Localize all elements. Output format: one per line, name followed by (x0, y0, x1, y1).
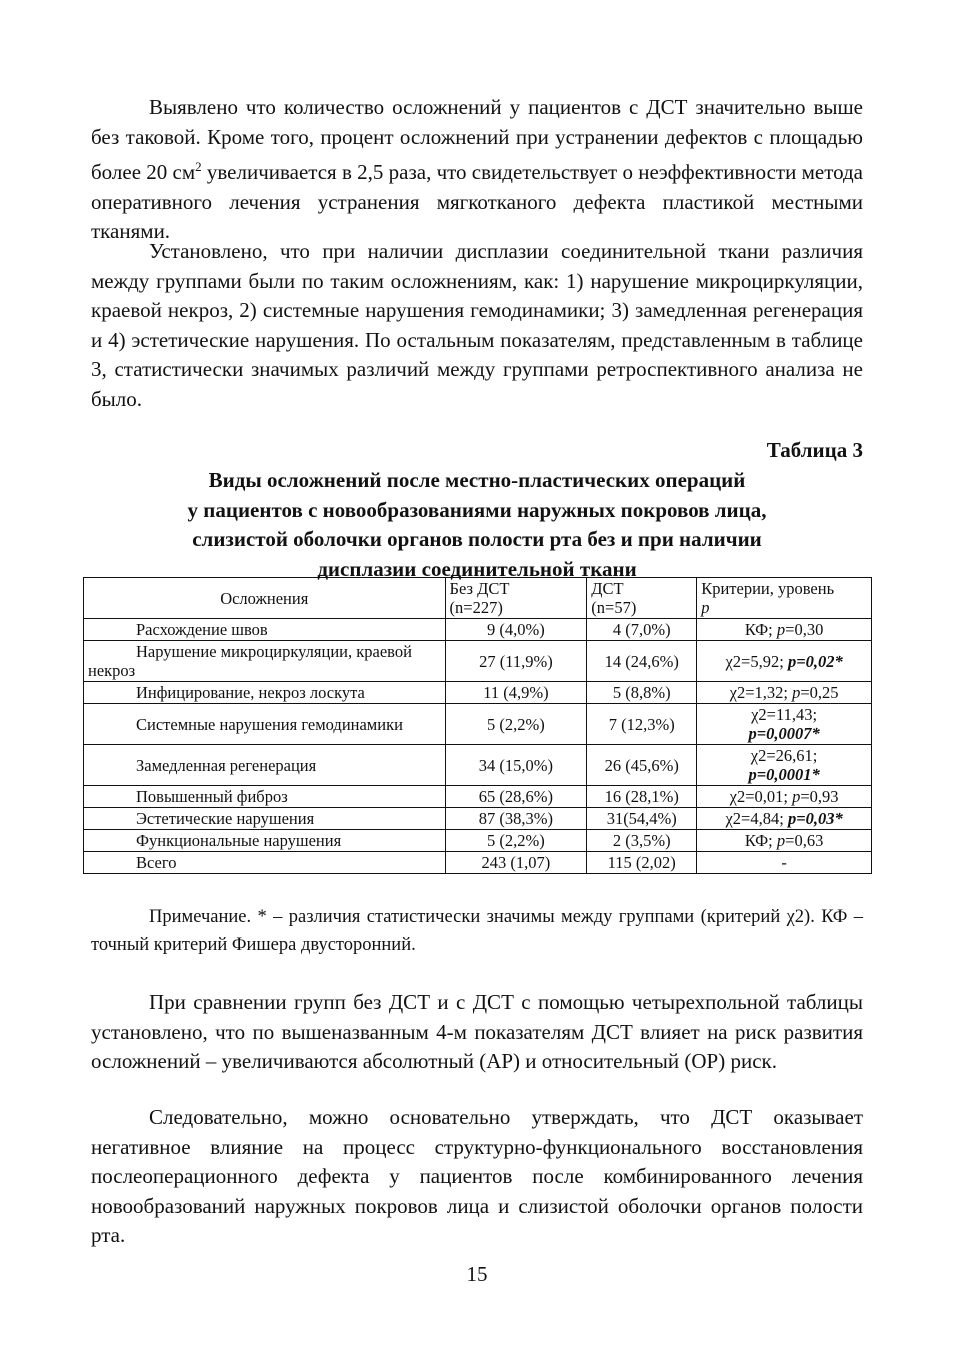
table-row (84, 641, 872, 682)
row-name: Функциональные нарушения (84, 830, 446, 852)
crit-text: χ2=5,92; (725, 651, 788, 671)
row-without-dst: 5 (2,2%) (445, 830, 587, 852)
paragraph-2: Установлено, что при наличии дисплазии соединительной ткани различия между группами были по таким осложнениям, как: 1) нарушение микроциркуляции, краевой некроз, 2) системные нарушения гемодинамики; 3) замедленная регенерация и 4) эстетические нарушения. По остальным показателям, представленным в таблице 3, статистически значимых различий между группами ретроспективного анализа не было. (91, 239, 863, 411)
row-without-dst: 243 (1,07) (445, 852, 587, 874)
row-name: Замедленная регенерация (84, 745, 446, 786)
row-dst: 31(54,4%) (587, 808, 697, 830)
header-dst-line2: (n=57) (591, 598, 637, 617)
row-dst: 5 (8,8%) (587, 682, 697, 704)
paragraph-1-text-a: Выявлено что количество осложнений у пациентов с ДСТ значительно выше без таковой. Кроме того, процент осложнений при устранении дефектов с площадью более 20 см (91, 95, 863, 184)
row-dst: 14 (24,6%) (587, 641, 697, 682)
crit-p: p (792, 683, 801, 702)
row-criteria (697, 641, 872, 682)
header-criteria (697, 578, 872, 619)
table-row (84, 682, 872, 704)
row-name: Всего (84, 852, 446, 874)
row-dst: 4 (7,0%) (587, 619, 697, 641)
crit-text: КФ; (744, 831, 777, 850)
row-dst: 115 (2,02) (587, 852, 697, 874)
row-without-dst: 65 (28,6%) (445, 786, 587, 808)
row-dst: 16 (28,1%) (587, 786, 697, 808)
crit-text: КФ; (744, 620, 777, 639)
row-name: Нарушение микроциркуляции, краевой некроз (84, 641, 446, 682)
row-dst: 26 (45,6%) (587, 745, 697, 786)
crit-p: p (776, 620, 786, 639)
table-row (84, 786, 872, 808)
crit-p: p (776, 831, 786, 850)
crit-significant: p=0,0001* (748, 765, 820, 784)
header-without-dst (445, 578, 587, 619)
table-label: Таблица 3 (766, 438, 863, 462)
row-criteria (697, 682, 872, 704)
table-title (91, 466, 863, 584)
crit-text: χ2=26,61; (750, 746, 818, 765)
crit-significant: p=0,02* (787, 651, 843, 671)
row-criteria (697, 786, 872, 808)
table-title-line: у пациентов с новообразованиями наружных покровов лица, (187, 497, 767, 522)
table-row-total (84, 852, 872, 874)
row-name: Эстетические нарушения (84, 808, 446, 830)
table-note: Примечание. * – различия статистически значимы между группами (критерий χ2). КФ – точный критерий Фишера двусторонний. (91, 907, 863, 955)
paragraph-3: При сравнении групп без ДСТ и с ДСТ с помощью четырехпольной таблицы установлено, что по вышеназванным 4-м показателям ДСТ влияет на риск развития осложнений – увеличиваются абсолютный (АР) и относительный (ОР) риск. (91, 990, 863, 1073)
crit-value: =0,30 (785, 620, 824, 639)
header-without-dst-line1: Без ДСТ (449, 579, 510, 598)
row-dst: 2 (3,5%) (587, 830, 697, 852)
row-without-dst: 9 (4,0%) (445, 619, 587, 641)
header-criteria-line1: Критерии, уровень (701, 579, 835, 598)
superscript-2: 2 (195, 159, 202, 174)
crit-significant: p=0,0007* (748, 724, 820, 743)
table-title-line: дисплазии соединительной ткани (317, 556, 637, 581)
table-row (84, 619, 872, 641)
row-without-dst: 27 (11,9%) (445, 641, 587, 682)
table-row (84, 808, 872, 830)
row-criteria: - (697, 852, 872, 874)
complications-table (83, 577, 872, 874)
row-criteria (697, 619, 872, 641)
row-name: Системные нарушения гемодинамики (84, 704, 446, 745)
row-criteria (697, 830, 872, 852)
header-dst-line1: ДСТ (591, 579, 624, 598)
row-without-dst: 87 (38,3%) (445, 808, 587, 830)
crit-p: p (792, 787, 801, 806)
row-without-dst: 34 (15,0%) (445, 745, 587, 786)
table-title-line: Виды осложнений после местно-пластических операций (208, 468, 746, 492)
crit-text: χ2=0,01; (729, 787, 793, 806)
row-without-dst: 11 (4,9%) (445, 682, 587, 704)
crit-text: χ2=4,84; (725, 809, 788, 828)
table-row (84, 704, 872, 745)
row-criteria (697, 704, 872, 745)
table-title-line: слизистой оболочки органов полости рта без и при наличии (192, 527, 762, 551)
crit-value: =0,93 (800, 787, 839, 806)
row-criteria (697, 745, 872, 786)
row-criteria (697, 808, 872, 830)
table-row (84, 830, 872, 852)
header-complications: Осложнения (84, 578, 446, 619)
crit-value: =0,63 (785, 831, 824, 850)
crit-significant: p=0,03* (787, 809, 843, 828)
row-name: Повышенный фиброз (84, 786, 446, 808)
row-name: Инфицирование, некроз лоскута (84, 682, 446, 704)
paragraph-1 (91, 93, 863, 247)
row-dst: 7 (12,3%) (587, 704, 697, 745)
row-without-dst: 5 (2,2%) (445, 704, 587, 745)
table-header-row (84, 578, 872, 619)
header-criteria-p: p (701, 598, 710, 617)
crit-text: χ2=11,43; (751, 705, 818, 724)
header-dst (587, 578, 697, 619)
header-without-dst-line2: (n=227) (449, 598, 503, 617)
crit-text: χ2=1,32; (729, 683, 793, 702)
table-row (84, 745, 872, 786)
row-name: Расхождение швов (84, 619, 446, 641)
page-number: 15 (466, 1262, 488, 1286)
paragraph-1-text-b: увеличивается в 2,5 раза, что свидетельствует о неэффективности метода оперативного лечения устранения мягкотканого дефекта пластикой местными тканями. (91, 160, 864, 243)
crit-value: =0,25 (800, 683, 839, 702)
paragraph-4: Следовательно, можно основательно утверждать, что ДСТ оказывает негативное влияние на процесс структурно-функционального восстановления послеоперационного дефекта у пациентов после комбинированного лечения новообразований наружных покровов лица и слизистой оболочки органов полости рта. (91, 1105, 863, 1247)
